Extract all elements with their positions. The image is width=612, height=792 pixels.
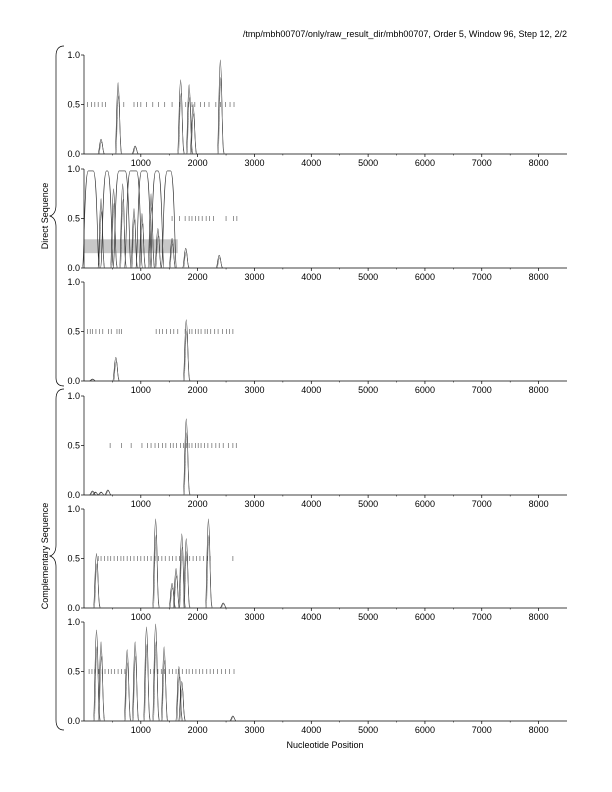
peak-trace (177, 80, 183, 154)
panel-5 (67, 504, 567, 622)
y-tick-label: 0.5 (67, 553, 80, 564)
peak-trace (205, 519, 211, 608)
peak-trace (230, 716, 236, 721)
peak-trace (93, 554, 99, 608)
y-tick-label: 0.5 (67, 326, 80, 337)
x-tick-label: 3000 (244, 499, 265, 509)
x-tick-label: 1000 (130, 499, 151, 509)
plateau-trace (161, 171, 176, 268)
x-tick-label: 5000 (358, 385, 379, 395)
x-tick-label: 2000 (187, 272, 208, 282)
peak-trace (220, 603, 226, 608)
x-tick-label: 2000 (187, 385, 208, 395)
x-tick-label: 5000 (358, 158, 379, 168)
x-tick-label: 4000 (301, 158, 322, 168)
peak-trace (183, 248, 189, 268)
x-tick-label: 5000 (358, 499, 379, 509)
x-tick-label: 1000 (130, 272, 151, 282)
y-tick-label: 1.0 (67, 164, 80, 174)
y-tick-label: 0.0 (67, 716, 80, 726)
y-tick-label: 1.0 (67, 391, 80, 401)
peak-trace (152, 519, 158, 608)
plateau-trace (150, 171, 164, 268)
y-tick-label: 1.0 (67, 277, 80, 287)
x-tick-label: 8000 (528, 725, 549, 735)
x-tick-label: 8000 (528, 612, 549, 622)
x-tick-label: 3000 (244, 385, 265, 395)
x-axis-label: Nucleotide Position (286, 740, 364, 750)
x-tick-label: 7000 (471, 725, 492, 735)
y-tick-label: 0.0 (67, 149, 80, 159)
peak-trace (131, 209, 137, 268)
peak-trace (105, 490, 111, 495)
x-tick-label: 7000 (471, 158, 492, 168)
x-tick-label: 2000 (187, 612, 208, 622)
x-tick-label: 5000 (358, 612, 379, 622)
x-tick-label: 7000 (471, 272, 492, 282)
peak-trace (216, 255, 222, 268)
x-tick-label: 4000 (301, 385, 322, 395)
x-tick-label: 2000 (187, 725, 208, 735)
y-tick-label: 0.0 (67, 376, 80, 386)
x-tick-label: 4000 (301, 612, 322, 622)
x-tick-label: 1000 (130, 725, 151, 735)
y-tick-label: 0.5 (67, 666, 80, 677)
panel-6 (67, 617, 567, 735)
x-tick-label: 6000 (414, 725, 435, 735)
peak-trace (119, 184, 125, 268)
x-tick-label: 1000 (130, 385, 151, 395)
x-tick-label: 3000 (244, 612, 265, 622)
direct-group-bracket (50, 46, 64, 386)
figure-title: /tmp/mbh00707/only/raw_result_dir/mbh00707, Order 5, Window 96, Step 12, 2/2 (242, 29, 567, 39)
y-tick-label: 0.0 (67, 603, 80, 613)
panel-3 (67, 277, 567, 395)
peak-trace (113, 357, 119, 381)
panel-1 (67, 50, 567, 168)
peak-trace (176, 667, 182, 721)
complementary-group-bracket (50, 389, 64, 730)
x-tick-label: 2000 (187, 158, 208, 168)
complementary-sequence-label: Complementary Sequence (40, 502, 50, 610)
x-tick-label: 8000 (528, 158, 549, 168)
peak-trace (98, 492, 104, 495)
panel-4 (67, 391, 567, 509)
peak-trace (161, 647, 167, 721)
x-tick-label: 3000 (244, 158, 265, 168)
x-tick-label: 6000 (414, 272, 435, 282)
x-tick-label: 1000 (130, 158, 151, 168)
y-tick-label: 1.0 (67, 50, 80, 60)
panel-2 (67, 164, 567, 282)
x-tick-label: 7000 (471, 499, 492, 509)
y-tick-label: 0.0 (67, 490, 80, 500)
x-tick-label: 7000 (471, 385, 492, 395)
peak-trace (183, 419, 189, 495)
x-tick-label: 1000 (130, 612, 151, 622)
x-tick-label: 6000 (414, 385, 435, 395)
y-tick-label: 0.0 (67, 263, 80, 273)
peak-trace (173, 568, 179, 608)
x-tick-label: 4000 (301, 499, 322, 509)
y-tick-label: 0.5 (67, 99, 80, 110)
peak-trace (132, 642, 138, 721)
y-tick-label: 1.0 (67, 617, 80, 627)
x-tick-label: 8000 (528, 385, 549, 395)
x-tick-label: 4000 (301, 272, 322, 282)
direct-sequence-label: Direct Sequence (40, 182, 50, 250)
x-tick-label: 2000 (187, 499, 208, 509)
peak-trace (98, 139, 104, 154)
x-tick-label: 6000 (414, 158, 435, 168)
peak-trace (143, 627, 149, 721)
peak-trace (98, 642, 104, 721)
x-tick-label: 5000 (358, 725, 379, 735)
x-tick-label: 6000 (414, 612, 435, 622)
y-tick-label: 1.0 (67, 504, 80, 514)
peak-trace (115, 83, 121, 154)
x-tick-label: 8000 (528, 272, 549, 282)
y-tick-label: 0.5 (67, 440, 80, 451)
x-tick-label: 6000 (414, 499, 435, 509)
plateau-trace (82, 171, 99, 268)
peak-trace (183, 539, 189, 608)
x-tick-label: 7000 (471, 612, 492, 622)
x-tick-label: 4000 (301, 725, 322, 735)
x-tick-label: 8000 (528, 499, 549, 509)
peak-trace (186, 85, 192, 154)
x-tick-label: 5000 (358, 272, 379, 282)
x-tick-label: 3000 (244, 272, 265, 282)
peak-trace (183, 320, 189, 381)
panels-container (67, 50, 567, 735)
peak-trace (124, 650, 130, 721)
y-tick-label: 0.5 (67, 213, 80, 224)
x-tick-label: 3000 (244, 725, 265, 735)
peak-trace (132, 146, 138, 154)
